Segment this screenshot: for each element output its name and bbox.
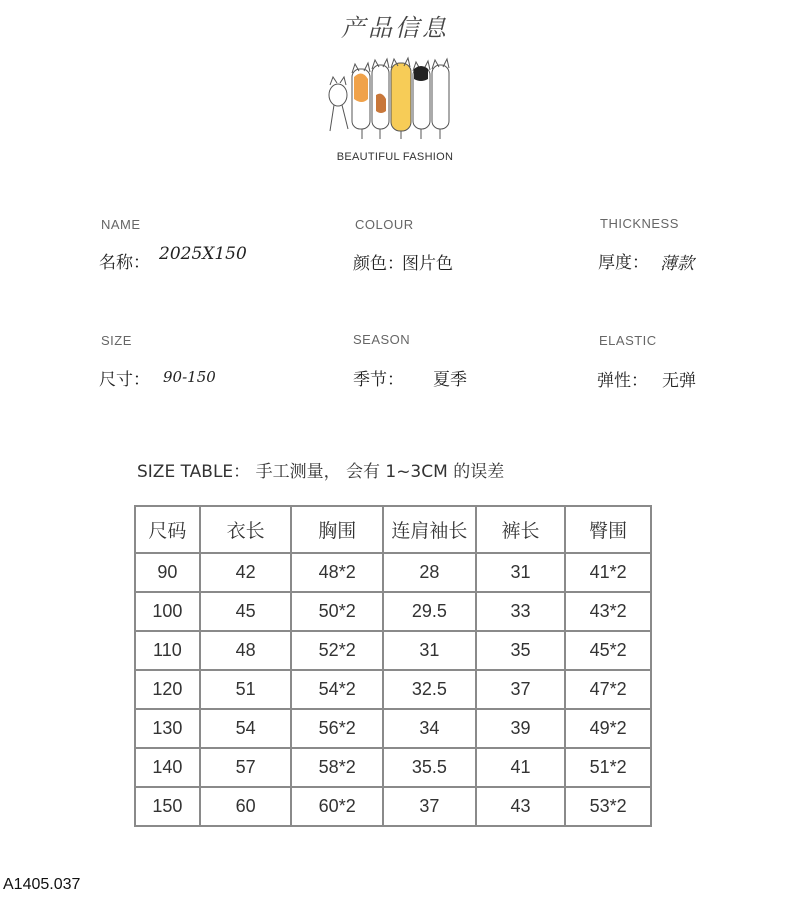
table-cell: 31 xyxy=(476,553,566,592)
elastic-value: 无弹 xyxy=(662,371,696,391)
table-cell: 47*2 xyxy=(565,670,651,709)
table-cell: 31 xyxy=(383,631,476,670)
table-row xyxy=(135,592,651,631)
table-cell: 51*2 xyxy=(565,748,651,787)
table-row xyxy=(135,709,651,748)
header-cell: 连肩袖长 xyxy=(383,506,476,553)
logo-text: BEAUTIFUL FASHION xyxy=(336,151,454,163)
table-cell: 28 xyxy=(383,553,476,592)
table-cell: 110 xyxy=(135,631,200,670)
size-value: 90-150 xyxy=(163,368,216,386)
table-cell: 60 xyxy=(200,787,292,826)
product-code: A1405.037 xyxy=(3,876,81,893)
table-cell: 49*2 xyxy=(565,709,651,748)
table-cell: 140 xyxy=(135,748,200,787)
table-cell: 45 xyxy=(200,592,292,631)
header-cell: 尺码 xyxy=(135,506,200,553)
table-cell: 53*2 xyxy=(565,787,651,826)
table-cell: 33 xyxy=(476,592,566,631)
season-key: 季节： xyxy=(353,370,404,390)
table-cell: 42 xyxy=(200,553,292,592)
season-label: SEASON xyxy=(353,332,411,347)
table-cell: 50*2 xyxy=(291,592,383,631)
table-cell: 39 xyxy=(476,709,566,748)
season-value: 夏季 xyxy=(433,370,467,390)
header-cell: 胸围 xyxy=(291,506,383,553)
table-cell: 48 xyxy=(200,631,292,670)
table-cell: 51 xyxy=(200,670,292,709)
elastic-key: 弹性： xyxy=(597,371,648,391)
table-cell: 150 xyxy=(135,787,200,826)
thickness-key: 厚度： xyxy=(598,253,649,273)
size-table-heading: SIZE TABLE： 手工测量， 会有 1~3CM 的误差 xyxy=(137,462,505,482)
table-cell: 120 xyxy=(135,670,200,709)
size-key: 尺寸： xyxy=(99,370,150,390)
name-label: NAME xyxy=(101,217,141,232)
table-cell: 43*2 xyxy=(565,592,651,631)
table-header-row xyxy=(135,506,651,553)
table-cell: 60*2 xyxy=(291,787,383,826)
table-cell: 43 xyxy=(476,787,566,826)
table-cell: 32.5 xyxy=(383,670,476,709)
page-title: 产品信息 xyxy=(341,14,449,42)
table-row xyxy=(135,787,651,826)
thickness-value: 薄款 xyxy=(660,254,694,274)
table-cell: 37 xyxy=(383,787,476,826)
cats-logo-icon xyxy=(322,55,462,145)
table-cell: 35.5 xyxy=(383,748,476,787)
table-cell: 90 xyxy=(135,553,200,592)
table-cell: 58*2 xyxy=(291,748,383,787)
name-key: 名称： xyxy=(99,253,150,273)
table-row xyxy=(135,748,651,787)
header-cell: 臀围 xyxy=(565,506,651,553)
colour-label: COLOUR xyxy=(355,217,414,232)
table-cell: 37 xyxy=(476,670,566,709)
table-cell: 41*2 xyxy=(565,553,651,592)
table-cell: 56*2 xyxy=(291,709,383,748)
table-cell: 29.5 xyxy=(383,592,476,631)
table-cell: 57 xyxy=(200,748,292,787)
header-cell: 衣长 xyxy=(200,506,292,553)
table-cell: 35 xyxy=(476,631,566,670)
table-cell: 45*2 xyxy=(565,631,651,670)
colour-value: 图片色 xyxy=(402,254,453,274)
size-table xyxy=(134,505,652,827)
size-label: SIZE xyxy=(101,333,132,348)
name-value: 2025X150 xyxy=(159,244,247,264)
table-cell: 54*2 xyxy=(291,670,383,709)
table-cell: 130 xyxy=(135,709,200,748)
table-row xyxy=(135,631,651,670)
table-cell: 48*2 xyxy=(291,553,383,592)
table-cell: 41 xyxy=(476,748,566,787)
table-cell: 54 xyxy=(200,709,292,748)
header-cell: 裤长 xyxy=(476,506,566,553)
elastic-label: ELASTIC xyxy=(599,333,657,348)
table-cell: 100 xyxy=(135,592,200,631)
table-row xyxy=(135,670,651,709)
colour-key: 颜色： xyxy=(353,254,404,274)
table-cell: 34 xyxy=(383,709,476,748)
thickness-label: THICKNESS xyxy=(600,216,679,231)
table-row xyxy=(135,553,651,592)
table-cell: 52*2 xyxy=(291,631,383,670)
